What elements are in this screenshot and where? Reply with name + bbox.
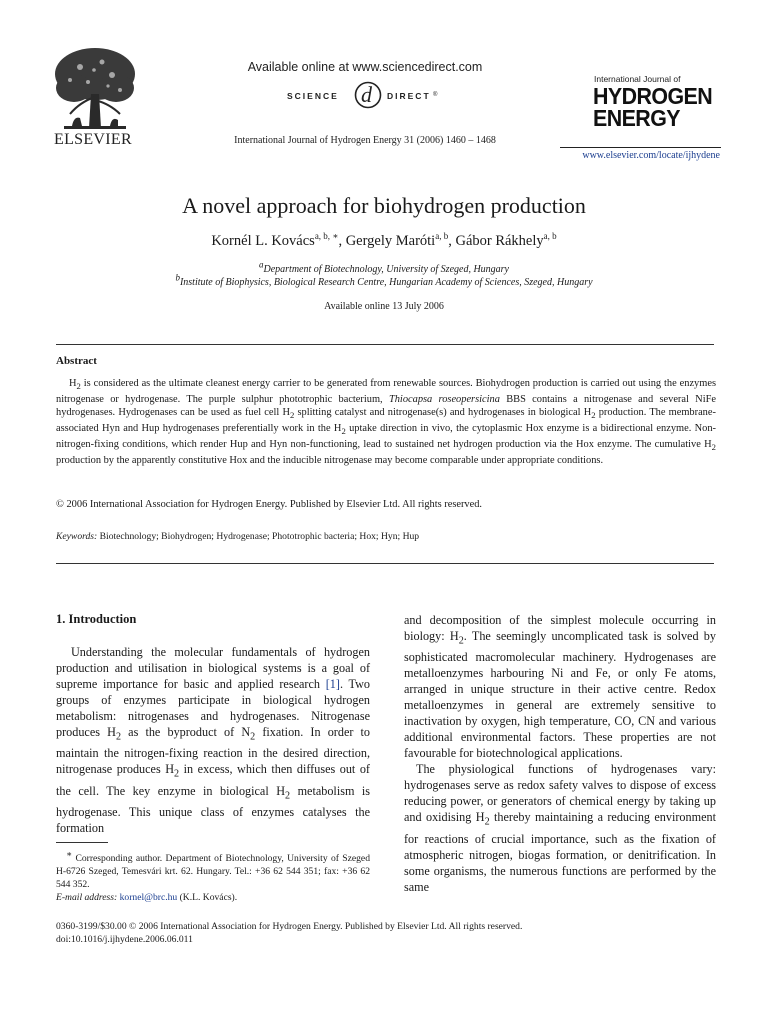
author-list: Kornél L. Kovács$^{a, b, ∗}$, Gergely Maróti$^{a, b}$, Gábor Rákhely$^{a, b}$ bbox=[211, 231, 557, 249]
publisher-name: ELSEVIER bbox=[54, 131, 132, 148]
species-name: Thiocapsa roseopersicina bbox=[388, 394, 500, 406]
keywords bbox=[56, 531, 716, 542]
author-name[interactable]: Kornél L. Kovács bbox=[211, 233, 315, 249]
author-affiliation-mark: a, b bbox=[435, 231, 449, 242]
email-label: E-mail address: bbox=[56, 892, 118, 903]
author-affiliation-mark: a, b, ∗ bbox=[314, 231, 339, 242]
svg-text:®: ® bbox=[433, 92, 438, 98]
citation-link[interactable]: [1] bbox=[325, 677, 340, 691]
affiliation-a: aDepartment of Biotechnology, University of Szeged, Hungary bbox=[258, 259, 509, 275]
intro-paragraph: The physiological functions of hydrogenases vary: hydrogenases serve as redox safety valves to dispose of excess reducing power, or generators of chemical energy by taking up and oxidising $H_2$ thereby maintaining a reducing environment for reactions of crucial importance, such as the fixation of atmospheric nitrogen, biogas formation, or denitrification. In some organisms, the numerous functions are performed by the same bbox=[404, 762, 716, 894]
journal-logo-line2: ENERGY bbox=[593, 105, 680, 131]
sd-logo-mark: d bbox=[361, 82, 372, 107]
section-heading-introduction: 1. Introduction bbox=[56, 612, 137, 626]
journal-url-link[interactable]: www.elsevier.com/locate/ijhydene bbox=[582, 150, 720, 161]
intro-paragraph: Understanding the molecular fundamentals of hydrogen production and utilisation in biological systems is a goal of supreme importance for basic and applied research [1]. Two groups of enzymes participate in biological hydrogen metabolism: nitrogenases and hydrogenases. Nitrogenase produces $H_2$ as the byproduct of $N_2$ fixation. In order to maintain the nitrogen-fixing reaction in the desired direction, nitrogenase produces $H_2$ in excess, which then diffuses out of the cell. The key enzyme in biological $H_2$ metabolism is hydrogenase. This unique class of enzymes catalyses the formation bbox=[56, 645, 371, 836]
author-name[interactable]: Gergely Maróti bbox=[345, 233, 436, 249]
intro-paragraph: and decomposition of the simplest molecule occurring in biology: $H_2$. The seemingly uncomplicated task is solved by sophisticated macromolecular machinery. Hydrogenases are metalloenzymes harbouring Ni and Fe, or only Fe atoms, arranged in unique structure in their active centre. Redox metalloenzymes in general are extremely sensitive to inactivation by oxygen, high temperature, CO, CN and various additional environmental factors. These properties are not favourable for biotechnological applications. bbox=[404, 613, 716, 761]
journal-logo-line1: HYDROGEN bbox=[593, 83, 713, 109]
journal-citation: International Journal of Hydrogen Energy 31 (2006) 1460 – 1468 bbox=[234, 135, 496, 146]
affiliation-b: bInstitute of Biophysics, Biological Research Centre, Hungarian Academy of Sciences, Szeged, Hungary bbox=[175, 272, 593, 288]
corresponding-author-footnote: ∗ Corresponding author. Department of Biotechnology, University of Szeged H-6726 Szeged, Temesvári krt. 62. Hungary. Tel.: +36 62 544 351; fax: +36 62 544 352. E-mail address: kornel@brc.hu (K.L. Kovács). bbox=[56, 848, 370, 903]
abstract-text: $H_2$ is considered as the ultimate cleanest energy carrier to be generated from renewable sources. Biohydrogen production is carried out using the enzymes nitrogenase or hydrogenase. The purple sulphur phototrophic bacterium, Thiocapsa roseopersicina BBS contains a nitrogenase and several NiFe hydrogenases. Hydrogenases can be used as fuel cell $H_2$ splitting catalyst and nitrogenase(s) and hydrogenases in biological $H_2$ production. The membrane-associated Hyn and Hup hydrogenases preferentially work in the $H_2$ uptake direction in vivo, the cytoplasmic Hox enzyme is a bidirectional enzyme. Non-nitrogen-fixing conditions, which render Hup and Hyn non-functioning, lead to sustained net hydrogen production via the Hox enzyme. The cumulative $H_2$ production by the apparently constitutive Hox and the inducible nitrogenase may become comparable under appropriate conditions. bbox=[56, 378, 716, 467]
author-affiliation-mark: a, b bbox=[543, 231, 557, 242]
right-column-text bbox=[404, 612, 716, 895]
header-divider bbox=[560, 147, 721, 148]
sciencedirect-logo bbox=[283, 80, 453, 110]
article-title: A novel approach for biohydrogen production bbox=[182, 193, 586, 218]
available-online-sciencedirect: Available online at www.sciencedirect.com bbox=[247, 60, 483, 74]
journal-logo bbox=[594, 74, 724, 132]
keywords-label: Keywords: bbox=[56, 531, 98, 542]
sd-logo-left: SCIENCE bbox=[287, 91, 339, 101]
left-column-text bbox=[56, 644, 370, 836]
footnote-divider bbox=[56, 842, 108, 843]
abstract-heading: Abstract bbox=[56, 355, 97, 367]
author-name[interactable]: Gábor Rákhely bbox=[455, 233, 544, 249]
abstract-bottom-rule bbox=[56, 563, 714, 564]
email-link[interactable]: kornel@brc.hu bbox=[119, 892, 178, 903]
abstract-top-rule bbox=[56, 344, 714, 345]
issn-copyright-line: 0360-3199/$30.00 © 2006 International Association for Hydrogen Energy. Published by Elsevier Ltd. All rights reserved. bbox=[56, 921, 523, 932]
journal-logo-small: International Journal of bbox=[594, 74, 681, 84]
abstract-copyright: © 2006 International Association for Hydrogen Energy. Published by Elsevier Ltd. All rights reserved. bbox=[56, 499, 483, 510]
keywords-list: Biotechnology; Biohydrogen; Hydrogenase; Phototrophic bacteria; Hox; Hyn; Hup bbox=[99, 531, 420, 542]
sd-logo-right: DIRECT bbox=[387, 91, 431, 101]
available-online-date: Available online 13 July 2006 bbox=[324, 301, 444, 312]
doi-line[interactable]: doi:10.1016/j.ijhydene.2006.06.011 bbox=[56, 934, 193, 945]
